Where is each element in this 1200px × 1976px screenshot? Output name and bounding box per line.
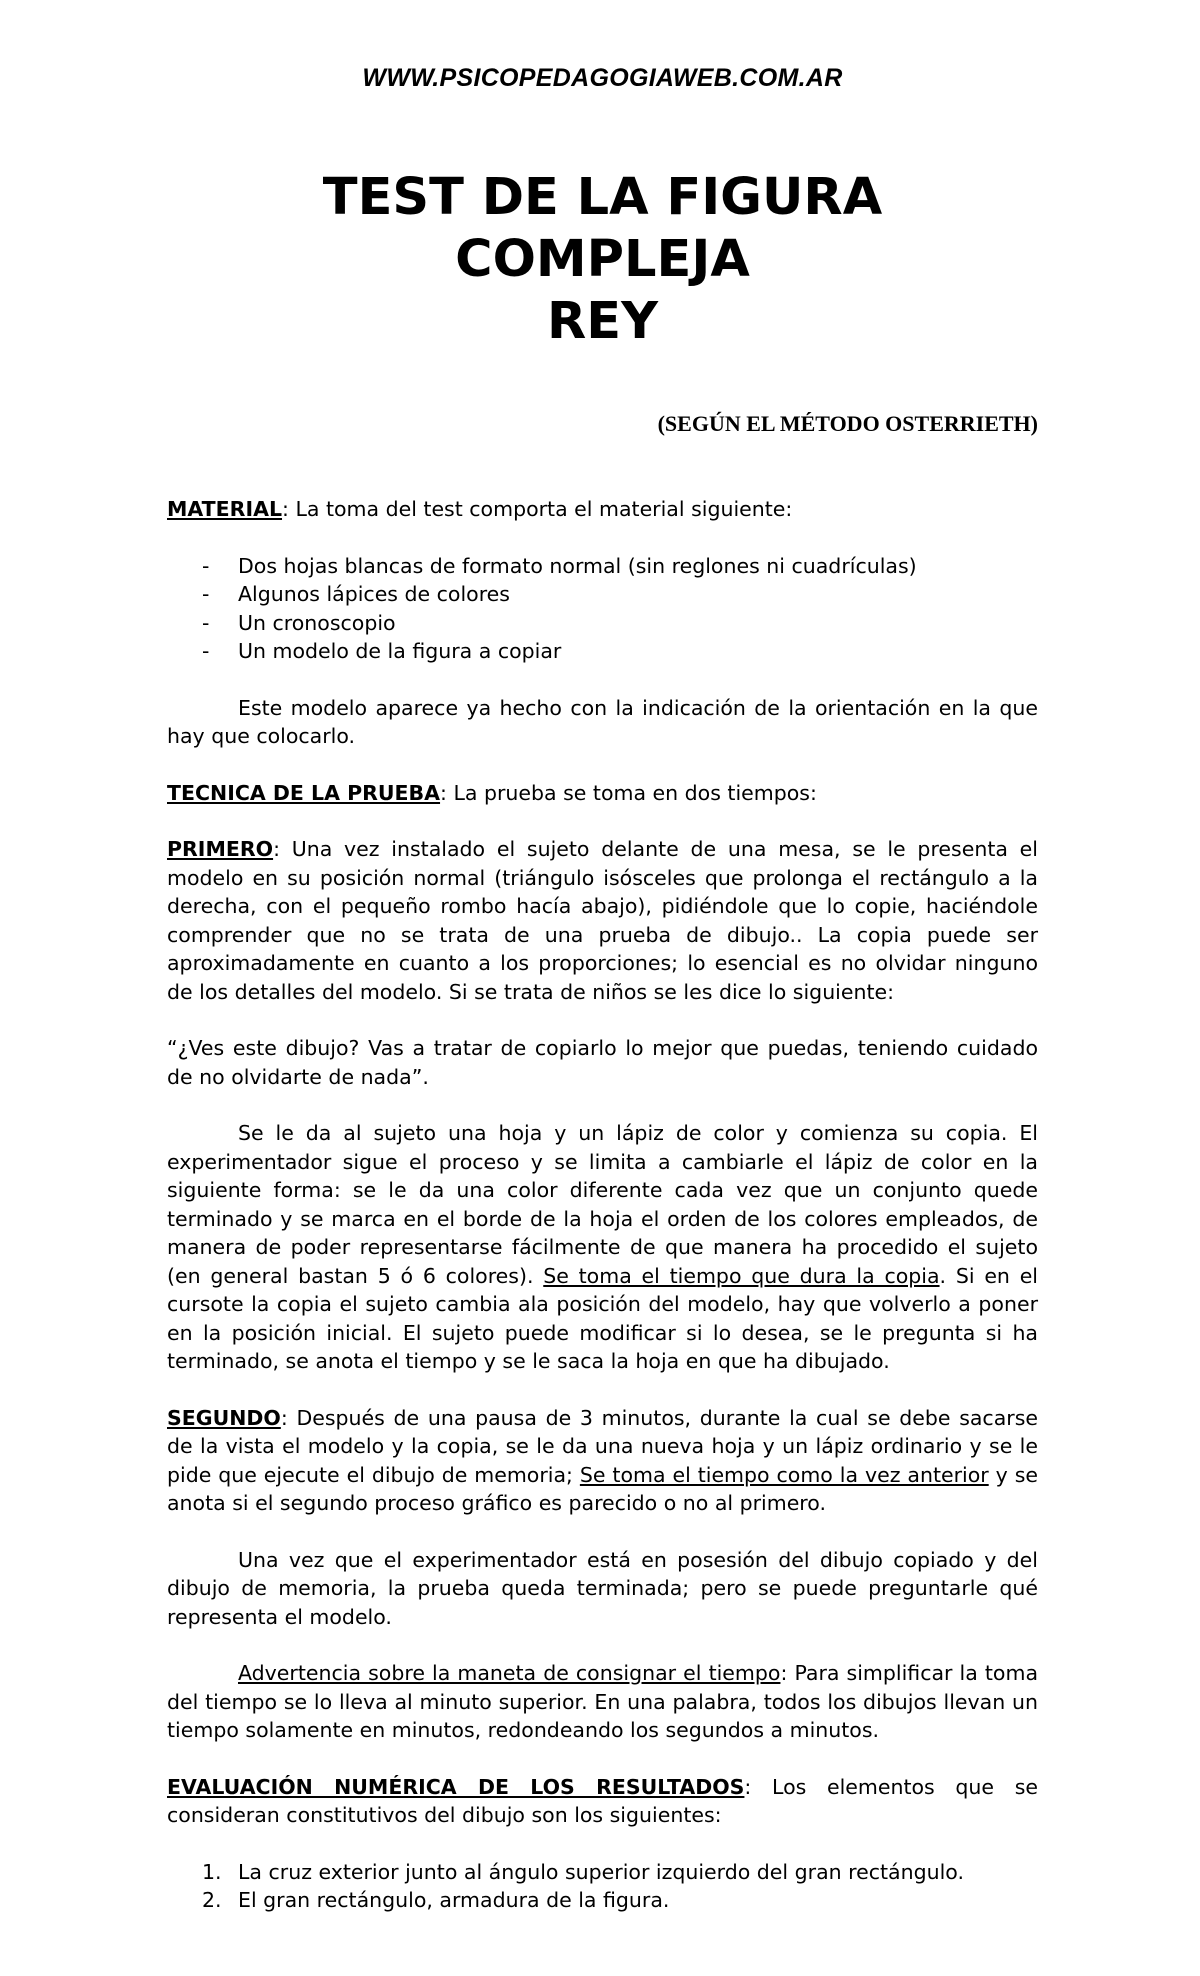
evaluacion-heading: EVALUACIÓN NUMÉRICA DE LOS RESULTADOS <box>167 1774 745 1799</box>
document-title <box>167 167 1038 353</box>
primero-text: : Una vez instalado el sujeto delante de una mesa, se le presenta el modelo en su posición normal (triángulo isósceles que prolonga el rectángulo a la derecha, con el pequeño rombo hacía abajo), pidiéndole que lo copie, haciéndole comprender que no se trata de una prueba de dibujo.. La copia puede ser aproximadamente en cuanto a los proporciones; lo esencial es no olvidar ninguno de los detalles del modelo. Si se trata de niños se les dice lo siguiente: <box>167 837 1038 1004</box>
segundo-closing-paragraph: Una vez que el experimentador está en posesión del dibujo copiado y del dibujo de memoria, la prueba queda terminada; pero se puede preguntarle qué representa el modelo. <box>167 1547 1038 1629</box>
primero-quote: “¿Ves este dibujo? Vas a tratar de copiarlo lo mejor que puedas, teniendo cuidado de no olvidarte de nada”. <box>167 1036 1038 1089</box>
list-item: - Un modelo de la figura a copiar <box>167 637 1038 666</box>
material-list <box>167 552 1038 666</box>
site-url: WWW.PSICOPEDAGOGIAWEB.COM.AR <box>362 64 843 92</box>
advertencia-heading: Advertencia sobre la maneta de consignar el tiempo <box>238 1661 781 1685</box>
tecnica-paragraph <box>167 779 1038 808</box>
list-number: 1. <box>202 1859 222 1884</box>
material-heading: MATERIAL <box>167 497 283 521</box>
primero-paragraph <box>167 835 1038 1006</box>
segundo-paragraph: SEGUNDO: Después de una pausa de 3 minutos, durante la cual se debe sacarse de la vista el modelo y la copia, se le da una nueva hoja y un lápiz ordinario y se le pide que ejecute el dibujo de memoria; Se toma el tiempo como la vez anterior y se anota si el segundo proceso gráfico es parecido o no al primero. <box>167 1405 1038 1515</box>
document-subtitle: (SEGÚN EL MÉTODO OSTERRIETH) <box>657 411 1038 436</box>
material-paragraph <box>167 495 1038 524</box>
tecnica-heading: TECNICA DE LA PRUEBA <box>167 780 441 805</box>
evaluacion-list <box>167 1858 1038 1915</box>
list-dash: - <box>202 639 210 663</box>
list-item: - Un cronoscopio <box>167 609 1038 638</box>
material-text: : La toma del test comporta el material siguiente: <box>282 497 793 521</box>
list-item: 1. La cruz exterior junto al ángulo superior izquierdo del gran rectángulo. <box>167 1858 1038 1887</box>
list-item: - Dos hojas blancas de formato normal (sin reglones ni cuadrículas) <box>167 552 1038 581</box>
tecnica-text: : La prueba se toma en dos tiempos: <box>440 780 817 805</box>
primero-procedure-paragraph: Se le da al sujeto una hoja y un lápiz de color y comienza su copia. El experimentador sigue el proceso y se limita a cambiarle el lápiz de color en la siguiente forma: se le da una color diferente cada vez que un conjunto quede terminado y se marca en el borde de la hoja el orden de los colores empleados, de manera de poder representarse fácilmente de que manera ha procedido el sujeto (en general bastan 5 ó 6 colores). Se toma el tiempo que dura la copia. Si en el cursote la copia el sujeto cambia ala posición del modelo, hay que volverlo a poner en la posición inicial. El sujeto puede modificar si lo desea, se le pregunta si ha terminado, se anota el tiempo y se le saca la hoja en que ha dibujado. <box>167 1121 1039 1373</box>
underlined-note: Se toma el tiempo como la vez anterior <box>579 1462 989 1487</box>
underlined-note: Se toma el tiempo que dura la copia <box>543 1263 940 1288</box>
list-item: 2. El gran rectángulo, armadura de la figura. <box>167 1886 1038 1915</box>
title-line-1: TEST DE LA FIGURA COMPLEJA <box>322 168 883 289</box>
title-line-2: REY <box>546 292 659 351</box>
evaluacion-paragraph: EVALUACIÓN NUMÉRICA DE LOS RESULTADOS: Los elementos que se consideran constitutivos del dibujo son los siguientes: <box>167 1774 1038 1827</box>
primero-heading: PRIMERO <box>167 837 274 861</box>
segundo-heading: SEGUNDO <box>167 1405 281 1430</box>
list-number: 2. <box>202 1888 222 1912</box>
material-note: Este modelo aparece ya hecho con la indicación de la orientación en la que hay que colocarlo. <box>167 695 1038 748</box>
advertencia-paragraph: Advertencia sobre la maneta de consignar el tiempo: Para simplificar la toma del tiempo se lo lleva al minuto superior. En una palabra, todos los dibujos llevan un tiempo solamente en minutos, redondeando los segundos a minutos. <box>167 1661 1039 1742</box>
list-dash: - <box>202 582 210 606</box>
list-dash: - <box>202 553 210 578</box>
list-item: - Algunos lápices de colores <box>167 580 1038 609</box>
list-dash: - <box>202 610 210 635</box>
